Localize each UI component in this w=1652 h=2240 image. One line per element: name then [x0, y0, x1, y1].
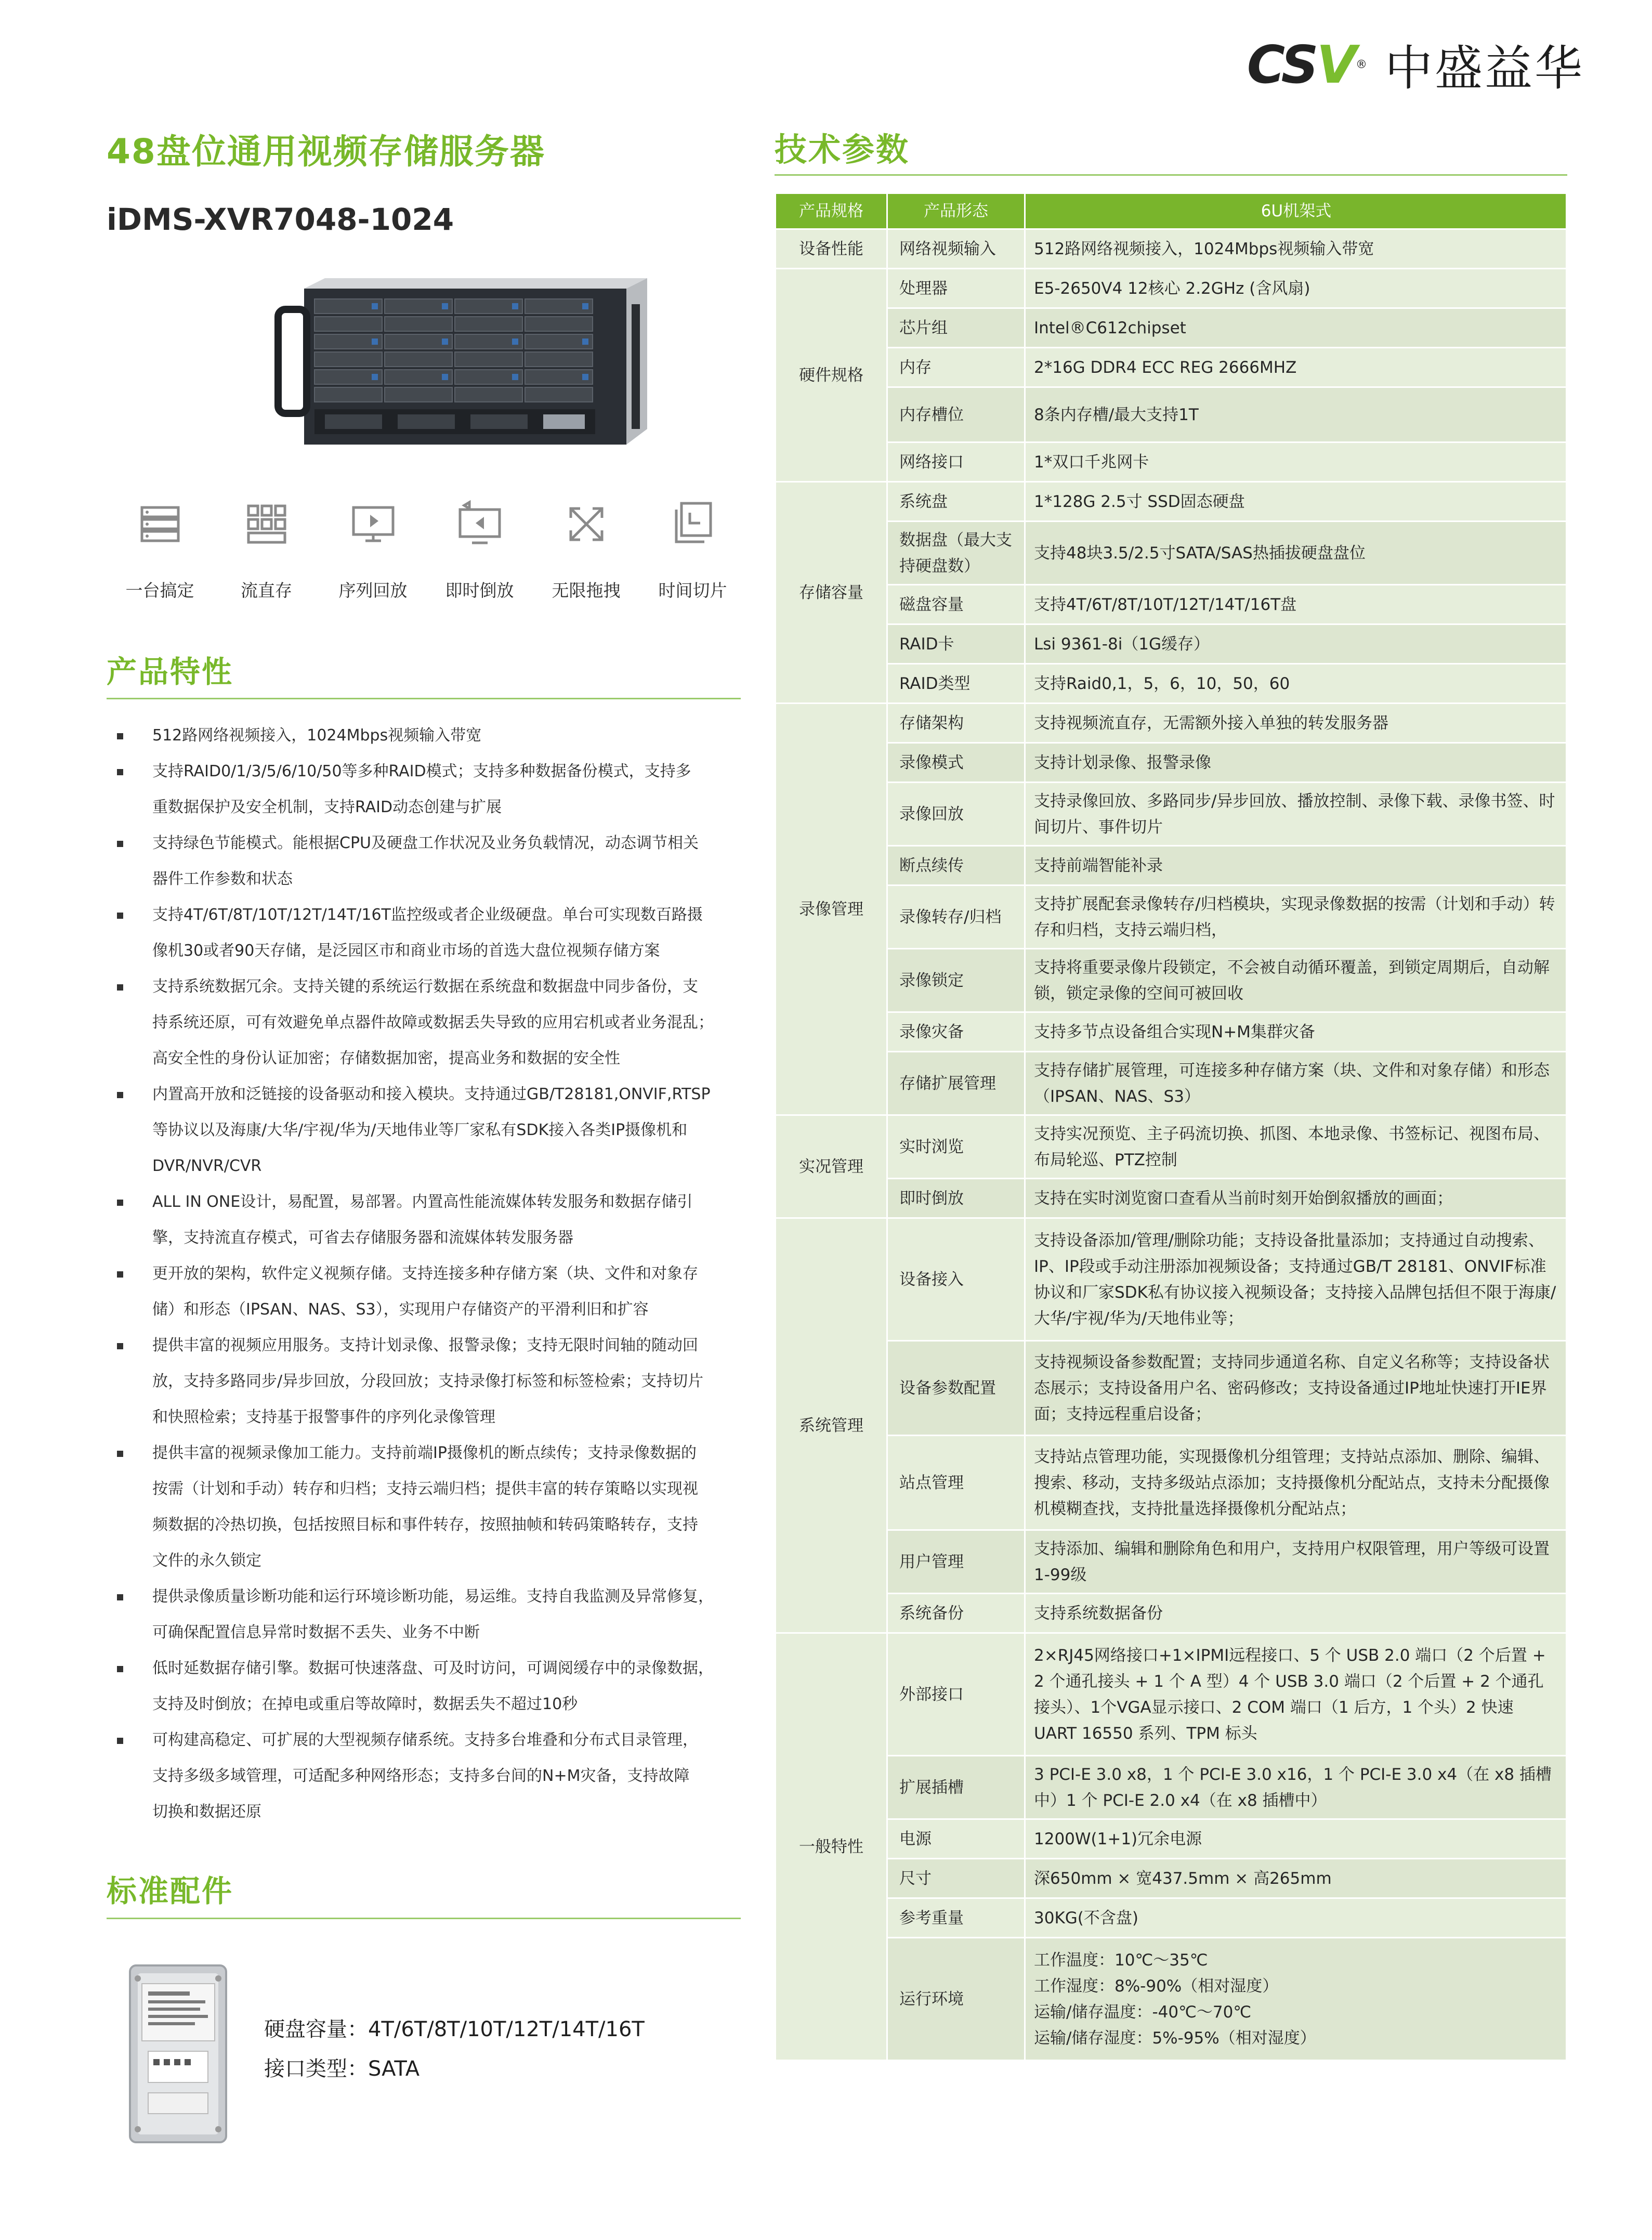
spec-item: 断点续传: [887, 846, 1025, 885]
header-cell: 6U机架式: [1025, 193, 1567, 229]
grid-storage-icon: [241, 498, 293, 550]
bullet-continuation: 等协议以及海康/大华/宇视/华为/天地伟业等厂家私有SDK接入各类IP摄像机和: [152, 1121, 688, 1139]
bullet-continuation: 重数据保护及安全机制，支持RAID动态创建与扩展: [152, 798, 502, 816]
hdd-interface: 接口类型：SATA: [264, 2057, 420, 2081]
time-slice-icon: [667, 498, 719, 550]
spec-row: [776, 704, 1567, 743]
instant-rewind-icon: [454, 498, 506, 550]
bullet-item: 512路网络视频接入，1024Mbps视频输入带宽: [117, 718, 751, 753]
spec-item: 内存槽位: [887, 387, 1025, 442]
bullet-item: 低时延数据存储引擎。数据可快速落盘、可及时访问，可调阅缓存中的录像数据，: [117, 1650, 751, 1686]
bullet-continuation: 可确保配置信息异常时数据不丢失、业务不中断: [152, 1623, 480, 1642]
bullet-continuation: 高安全性的身份认证加密；存储数据加密，提高业务和数据的安全性: [152, 1049, 620, 1067]
bullet-item: 提供丰富的视频应用服务。支持计划录像、报警录像；支持无限时间轴的随动回: [117, 1327, 751, 1363]
feature-item: [639, 498, 746, 602]
spec-item: 磁盘容量: [887, 585, 1025, 624]
spec-header-row: [776, 193, 1567, 229]
spec-value: 支持存储扩展管理，可连接多种存储方案（块、文件和对象存储）和形态（IPSAN、NAS、S3）: [1025, 1052, 1567, 1115]
section-divider: [775, 174, 1567, 176]
spec-value: 30KG(不含盘): [1025, 1898, 1567, 1938]
spec-row: [776, 1898, 1567, 1938]
spec-value: 支持添加、编辑和删除角色和用户，支持用户权限管理，用户等级可设置1-99级: [1025, 1530, 1567, 1594]
spec-value: 支持计划录像、报警录像: [1025, 743, 1567, 783]
bullet-continuation: 按需（计划和手动）转存和归档；支持云端归档；提供丰富的转存策略以实现视: [152, 1480, 698, 1498]
spec-row: [776, 743, 1567, 783]
tech-params-title: 技术参数: [775, 131, 910, 168]
spec-value: 1200W(1+1)冗余电源: [1025, 1819, 1567, 1859]
product-title: 48盘位通用视频存储服务器: [107, 132, 545, 172]
spec-item: 芯片组: [887, 308, 1025, 348]
spec-row: [776, 1341, 1567, 1436]
spec-value: 支持Raid0,1，5，6，10，50，60: [1025, 664, 1567, 704]
spec-value: 支持视频设备参数配置；支持同步通道名称、自定义名称等；支持设备状态展示；支持设备用户名、密码修改；支持设备通过IP地址快速打开IE界面；支持远程重启设备；: [1025, 1341, 1567, 1436]
spec-category: 硬件规格: [776, 269, 887, 482]
spec-row: [776, 1756, 1567, 1819]
bullet-item: 支持4T/6T/8T/10T/12T/14T/16T监控级或者企业级硬盘。单台可实现数百路摄: [117, 897, 751, 933]
spec-value: 支持前端智能补录: [1025, 846, 1567, 885]
section-divider: [107, 698, 741, 699]
spec-item: 录像转存/归档: [887, 885, 1025, 949]
spec-item: 系统备份: [887, 1594, 1025, 1633]
spec-row: [776, 1179, 1567, 1218]
drag-arrows-icon: [560, 498, 612, 550]
bullet-continuation: 支持多级多域管理，可适配多种网络形态；支持多台间的N+M灾备，支持故障: [152, 1767, 690, 1785]
spec-value: 支持视频流直存，无需额外接入单独的转发服务器: [1025, 704, 1567, 743]
spec-item: 外部接口: [887, 1633, 1025, 1756]
feature-icons-row: [107, 498, 746, 602]
spec-value: 支持4T/6T/8T/10T/12T/14T/16T盘: [1025, 585, 1567, 624]
bullet-continuation: DVR/NVR/CVR: [152, 1157, 262, 1175]
spec-item: 实时浏览: [887, 1115, 1025, 1179]
spec-row: [776, 1938, 1567, 2061]
env-line: 运输/储存温度：-40℃～70℃: [1034, 2002, 1252, 2022]
feature-label: 序列回放: [338, 580, 408, 601]
bullet-item: 支持RAID0/1/3/5/6/10/50等多种RAID模式；支持多种数据备份模式，支持多: [117, 753, 751, 789]
spec-value: 支持系统数据备份: [1025, 1594, 1567, 1633]
spec-item: 录像回放: [887, 783, 1025, 846]
spec-item: 内存: [887, 348, 1025, 387]
spec-value: 1*128G 2.5寸 SSD固态硬盘: [1025, 482, 1567, 522]
spec-item: 系统盘: [887, 482, 1025, 522]
spec-value: 支持48块3.5/2.5寸SATA/SAS热插拔硬盘盘位: [1025, 522, 1567, 585]
spec-row: [776, 1819, 1567, 1859]
bullet-item: 提供丰富的视频录像加工能力。支持前端IP摄像机的断点续传；支持录像数据的: [117, 1435, 751, 1471]
spec-value: Lsi 9361-8i（1G缓存）: [1025, 624, 1567, 664]
spec-row: [776, 522, 1567, 585]
spec-row: [776, 442, 1567, 482]
spec-item: 网络视频输入: [887, 229, 1025, 269]
spec-item: 运行环境: [887, 1938, 1025, 2061]
feature-bullet-list: [117, 718, 751, 1830]
spec-row: [776, 1436, 1567, 1530]
spec-item: 处理器: [887, 269, 1025, 308]
spec-row: [776, 387, 1567, 442]
bullet-continuation: 支持及时倒放；在掉电或重启等故障时，数据丢失不超过10秒: [152, 1695, 578, 1713]
spec-item: 用户管理: [887, 1530, 1025, 1594]
spec-item: 即时倒放: [887, 1179, 1025, 1218]
spec-value: 2×RJ45网络接口+1×IPMI远程接口、5 个 USB 2.0 端口（2 个后置 + 2 个通孔接头 + 1 个 A 型）4 个 USB 3.0 端口（2 个后置 + 2 个通孔接头）、1个VGA显示接口、2 COM 端口（1 后方，1 个头）2 快速 UART 16550 系列、TPM 标头: [1025, 1633, 1567, 1756]
bullet-item: 支持绿色节能模式。能根据CPU及硬盘工作状况及业务负载情况，动态调节相关: [117, 825, 751, 861]
server-image: [273, 273, 658, 465]
bullet-continuation: 文件的永久锁定: [152, 1552, 261, 1570]
spec-row: [776, 1012, 1567, 1052]
spec-table: [775, 192, 1567, 2061]
spec-row: [776, 664, 1567, 704]
spec-row: [776, 783, 1567, 846]
spec-category: 存储容量: [776, 482, 887, 704]
bullet-continuation: 储）和形态（IPSAN、NAS、S3），实现用户存储资产的平滑利旧和扩容: [152, 1300, 649, 1319]
spec-row: [776, 585, 1567, 624]
spec-value: 深650mm × 宽437.5mm × 高265mm: [1025, 1859, 1567, 1898]
logo-registered: ®: [1355, 58, 1367, 71]
spec-category: 系统管理: [776, 1218, 887, 1633]
feature-item: [320, 498, 426, 602]
bullet-item: 内置高开放和泛链接的设备驱动和接入模块。支持通过GB/T28181,ONVIF,RTSP: [117, 1076, 751, 1112]
bullet-continuation: 和快照检索；支持基于报警事件的序列化录像管理: [152, 1408, 495, 1426]
features-section-title: 产品特性: [107, 654, 234, 689]
spec-item: 参考重量: [887, 1898, 1025, 1938]
spec-value-multiline: [1025, 1938, 1567, 2061]
spec-value: E5-2650V4 12核心 2.2GHz (含风扇): [1025, 269, 1567, 308]
spec-row: [776, 1594, 1567, 1633]
spec-row: [776, 885, 1567, 949]
bullet-continuation: 像机30或者90天存储，是泛园区市和商业市场的首选大盘位视频存储方案: [152, 942, 660, 960]
spec-value: 3 PCI-E 3.0 x8，1 个 PCI-E 3.0 x16，1 个 PCI-E 3.0 x4（在 x8 插槽中）1 个 PCI-E 2.0 x4（在 x8 插槽中）: [1025, 1756, 1567, 1819]
spec-row: [776, 846, 1567, 885]
bullet-continuation: 擎，支持流直存模式，可省去存储服务器和流媒体转发服务器: [152, 1229, 573, 1247]
feature-item: [533, 498, 639, 602]
hdd-capacity: 硬盘容量：4T/6T/8T/10T/12T/14T/16T: [264, 2017, 645, 2041]
spec-row: [776, 949, 1567, 1012]
spec-item: 扩展插槽: [887, 1756, 1025, 1819]
env-line: 工作湿度：8%-90%（相对湿度）: [1034, 1976, 1279, 1996]
brand-logo: [1247, 30, 1584, 99]
section-divider: [107, 1918, 741, 1919]
spec-item: 网络接口: [887, 442, 1025, 482]
product-model: iDMS-XVR7048-1024: [107, 202, 454, 237]
playback-icon: [347, 498, 399, 550]
spec-row: [776, 1115, 1567, 1179]
spec-value: 支持站点管理功能，实现摄像机分组管理；支持站点添加、删除、编辑、搜索、移动，支持多级站点添加；支持摄像机分配站点，支持未分配摄像机模糊查找，支持批量选择摄像机分配站点；: [1025, 1436, 1567, 1530]
bullet-continuation: 器件工作参数和状态: [152, 870, 293, 888]
server-stack-icon: [134, 498, 186, 550]
spec-category: 实况管理: [776, 1115, 887, 1218]
spec-row: [776, 1218, 1567, 1341]
feature-label: 无限拖拽: [552, 580, 621, 601]
feature-item: [107, 498, 213, 602]
spec-value: 支持扩展配套录像转存/归档模块，实现录像数据的按需（计划和手动）转存和归档，支持云端归档，: [1025, 885, 1567, 949]
logo-chinese-name: 中盛益华: [1384, 41, 1584, 96]
feature-label: 流直存: [241, 580, 292, 601]
spec-category: 设备性能: [776, 229, 887, 269]
env-line: 运输/储存湿度：5%-95%（相对湿度）: [1034, 2028, 1316, 2048]
spec-value: 支持实况预览、主子码流切换、抓图、本地录像、书签标记、视图布局、布局轮巡、PTZ控制: [1025, 1115, 1567, 1179]
spec-item: 存储架构: [887, 704, 1025, 743]
spec-item: 设备参数配置: [887, 1341, 1025, 1436]
spec-item: 尺寸: [887, 1859, 1025, 1898]
spec-value: 2*16G DDR4 ECC REG 2666MHZ: [1025, 348, 1567, 387]
feature-item: [213, 498, 320, 602]
spec-item: 设备接入: [887, 1218, 1025, 1341]
spec-value: 支持在实时浏览窗口查看从当前时刻开始倒叙播放的画面；: [1025, 1179, 1567, 1218]
spec-value: 支持录像回放、多路同步/异步回放、播放控制、录像下载、录像书签、时间切片、事件切片: [1025, 783, 1567, 846]
spec-item: RAID卡: [887, 624, 1025, 664]
spec-value: 支持设备添加/管理/删除功能；支持设备批量添加；支持通过自动搜索、IP、IP段或手动注册添加视频设备；支持通过GB/T 28181、ONVIF标准协议和厂家SDK私有协议接入视频设备；支持接入品牌包括但不限于海康/大华/宇视/华为/天地伟业等；: [1025, 1218, 1567, 1341]
spec-item: 录像灾备: [887, 1012, 1025, 1052]
spec-row: [776, 1859, 1567, 1898]
feature-item: [426, 498, 533, 602]
bullet-item: 可构建高稳定、可扩展的大型视频存储系统。支持多台堆叠和分布式目录管理，: [117, 1722, 751, 1758]
header-cell: 产品规格: [776, 193, 887, 229]
bullet-continuation: 频数据的冷热切换，包括按照目标和事件转存，按照抽帧和转码策略转存，支持: [152, 1516, 698, 1534]
spec-category: 录像管理: [776, 704, 887, 1115]
spec-item: RAID类型: [887, 664, 1025, 704]
bullet-item: 更开放的架构，软件定义视频存储。支持连接多种存储方案（块、文件和对象存: [117, 1256, 751, 1292]
accessory-specs: [264, 2010, 645, 2089]
spec-row: [776, 1530, 1567, 1594]
spec-value: 1*双口千兆网卡: [1025, 442, 1567, 482]
spec-item: 数据盘（最大支持硬盘数）: [887, 522, 1025, 585]
spec-row: [776, 1633, 1567, 1756]
accessories-section-title: 标准配件: [107, 1873, 234, 1909]
spec-item: 录像模式: [887, 743, 1025, 783]
logo-mark: CSV: [1247, 34, 1355, 95]
spec-item: 电源: [887, 1819, 1025, 1859]
spec-category: 一般特性: [776, 1633, 887, 2061]
env-line: 工作温度：10℃～35℃: [1034, 1950, 1208, 1970]
spec-row: [776, 229, 1567, 269]
spec-value: 512路网络视频接入，1024Mbps视频输入带宽: [1025, 229, 1567, 269]
spec-item: 站点管理: [887, 1436, 1025, 1530]
spec-row: [776, 624, 1567, 664]
bullet-continuation: 放，支持多路同步/异步回放，分段回放；支持录像打标签和标签检索；支持切片: [152, 1372, 704, 1390]
header-cell: 产品形态: [887, 193, 1025, 229]
spec-item: 存储扩展管理: [887, 1052, 1025, 1115]
bullet-item: 提供录像质量诊断功能和运行环境诊断功能，易运维。支持自我监测及异常修复，: [117, 1579, 751, 1614]
feature-label: 一台搞定: [125, 580, 194, 601]
spec-row: [776, 348, 1567, 387]
bullet-continuation: 持系统还原，可有效避免单点器件故障或数据丢失导致的应用宕机或者业务混乱；: [152, 1013, 714, 1032]
spec-value: 8条内存槽/最大支持1T: [1025, 387, 1567, 442]
feature-label: 即时倒放: [445, 580, 514, 601]
spec-value: 支持多节点设备组合实现N+M集群灾备: [1025, 1012, 1567, 1052]
hard-drive-image: [127, 1963, 229, 2145]
bullet-item: 支持系统数据冗余。支持关键的系统运行数据在系统盘和数据盘中同步备份，支: [117, 969, 751, 1005]
bullet-item: ALL IN ONE设计，易配置，易部署。内置高性能流媒体转发服务和数据存储引: [117, 1184, 751, 1220]
spec-row: [776, 269, 1567, 308]
feature-label: 时间切片: [658, 580, 727, 601]
spec-row: [776, 308, 1567, 348]
spec-value: 支持将重要录像片段锁定，不会被自动循环覆盖，到锁定周期后，自动解锁，锁定录像的空间可被回收: [1025, 949, 1567, 1012]
spec-row: [776, 1052, 1567, 1115]
spec-value: Intel®C612chipset: [1025, 308, 1567, 348]
bullet-continuation: 切换和数据还原: [152, 1803, 261, 1821]
spec-item: 录像锁定: [887, 949, 1025, 1012]
spec-row: [776, 482, 1567, 522]
